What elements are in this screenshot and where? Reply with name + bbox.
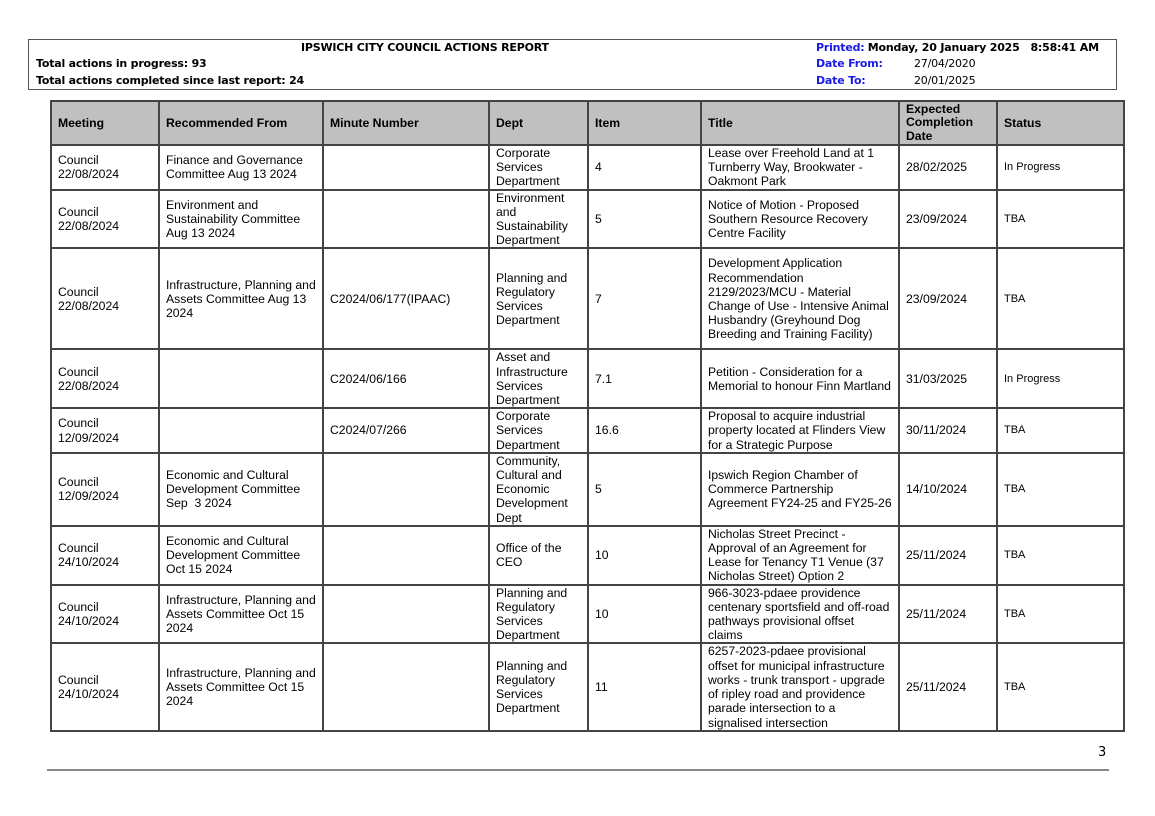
cell-meeting: Council 24/10/2024 — [51, 526, 159, 585]
cell-minute-number — [323, 643, 489, 730]
cell-recommended-from: Finance and Governance Committee Aug 13 2024 — [159, 145, 323, 190]
cell-meeting: Council 22/08/2024 — [51, 248, 159, 349]
cell-expected-date: 31/03/2025 — [899, 349, 997, 408]
cell-minute-number: C2024/06/177(IPAAC) — [323, 248, 489, 349]
printed-value: Monday, 20 January 2025 8:58:41 AM — [867, 41, 1099, 54]
cell-recommended-from: Infrastructure, Planning and Assets Committee Aug 13 2024 — [159, 248, 323, 349]
cell-meeting: Council 24/10/2024 — [51, 585, 159, 644]
table-row — [51, 643, 1124, 730]
cell-item: 7.1 — [588, 349, 701, 408]
cell-minute-number — [323, 585, 489, 644]
col-header-minute-number: Minute Number — [323, 101, 489, 145]
actions-in-progress: Total actions in progress: 93 — [36, 57, 207, 70]
status-cell: In Progress — [997, 145, 1124, 190]
cell-minute-number — [323, 190, 489, 249]
cell-meeting: Council 22/08/2024 — [51, 190, 159, 249]
cell-dept: Office of the CEO — [489, 526, 588, 585]
table-row — [51, 190, 1124, 249]
cell-expected-date: 25/11/2024 — [899, 526, 997, 585]
cell-expected-date: 28/02/2025 — [899, 145, 997, 190]
status-cell: In Progress — [997, 349, 1124, 408]
cell-title: 6257-2023-pdaee provisional offset for municipal infrastructure works - trunk transport - upgrade of ripley road and providence parade intersection to a signalised intersection — [701, 643, 899, 730]
cell-item: 10 — [588, 526, 701, 585]
col-header-expected-completion-date: Expected Completion Date — [899, 101, 997, 145]
cell-title: Petition - Consideration for a Memorial to honour Finn Martland — [701, 349, 899, 408]
table-row — [51, 453, 1124, 526]
cell-recommended-from — [159, 408, 323, 453]
cell-recommended-from: Infrastructure, Planning and Assets Committee Oct 15 2024 — [159, 585, 323, 644]
date-to-value: 20/01/2025 — [914, 74, 976, 87]
cell-expected-date: 23/09/2024 — [899, 248, 997, 349]
cell-item: 5 — [588, 453, 701, 526]
printed-label: Printed: — [816, 41, 865, 54]
col-header-recommended-from: Recommended From — [159, 101, 323, 145]
status-cell: TBA — [997, 190, 1124, 249]
cell-item: 10 — [588, 585, 701, 644]
cell-title: 966-3023-pdaee providence centenary sportsfield and off-road pathways provisional offset claims — [701, 585, 899, 644]
cell-minute-number — [323, 145, 489, 190]
page-number: 3 — [1098, 745, 1107, 760]
cell-expected-date: 25/11/2024 — [899, 585, 997, 644]
cell-item: 16.6 — [588, 408, 701, 453]
cell-title: Proposal to acquire industrial property located at Flinders View for a Strategic Purpose — [701, 408, 899, 453]
cell-dept: Corporate Services Department — [489, 408, 588, 453]
status-cell: TBA — [997, 248, 1124, 349]
table-row — [51, 408, 1124, 453]
cell-minute-number: C2024/06/166 — [323, 349, 489, 408]
cell-dept: Corporate Services Department — [489, 145, 588, 190]
cell-expected-date: 14/10/2024 — [899, 453, 997, 526]
cell-dept: Community, Cultural and Economic Development Dept — [489, 453, 588, 526]
cell-title: Nicholas Street Precinct - Approval of an Agreement for Lease for Tenancy T1 Venue (37 Nicholas Street) Option 2 — [701, 526, 899, 585]
cell-recommended-from — [159, 349, 323, 408]
cell-item: 4 — [588, 145, 701, 190]
cell-dept: Planning and Regulatory Services Department — [489, 248, 588, 349]
cell-title: Development Application Recommendation 2129/2023/MCU - Material Change of Use - Intensive Animal Husbandry (Greyhound Dog Breeding and Training Facility) — [701, 248, 899, 349]
cell-item: 5 — [588, 190, 701, 249]
table-row — [51, 248, 1124, 349]
status-cell: TBA — [997, 643, 1124, 730]
col-header-title: Title — [701, 101, 899, 145]
date-from-label: Date From: — [816, 57, 883, 70]
cell-expected-date: 30/11/2024 — [899, 408, 997, 453]
status-cell: TBA — [997, 585, 1124, 644]
printed-row — [816, 41, 1099, 54]
status-cell: TBA — [997, 408, 1124, 453]
cell-meeting: Council 22/08/2024 — [51, 145, 159, 190]
cell-item: 7 — [588, 248, 701, 349]
actions-table — [50, 100, 1125, 732]
cell-title: Ipswich Region Chamber of Commerce Partnership Agreement FY24-25 and FY25-26 — [701, 453, 899, 526]
cell-minute-number — [323, 526, 489, 585]
cell-recommended-from: Infrastructure, Planning and Assets Committee Oct 15 2024 — [159, 643, 323, 730]
cell-recommended-from: Economic and Cultural Development Committee Sep 3 2024 — [159, 453, 323, 526]
cell-dept: Planning and Regulatory Services Department — [489, 643, 588, 730]
cell-dept: Planning and Regulatory Services Department — [489, 585, 588, 644]
cell-title: Lease over Freehold Land at 1 Turnberry Way, Brookwater - Oakmont Park — [701, 145, 899, 190]
status-cell: TBA — [997, 453, 1124, 526]
date-to-row — [816, 74, 976, 87]
cell-minute-number: C2024/07/266 — [323, 408, 489, 453]
cell-title: Notice of Motion - Proposed Southern Resource Recovery Centre Facility — [701, 190, 899, 249]
col-header-dept: Dept — [489, 101, 588, 145]
table-row — [51, 585, 1124, 644]
date-from-value: 27/04/2020 — [914, 57, 976, 70]
cell-dept: Environment and Sustainability Department — [489, 190, 588, 249]
cell-expected-date: 23/09/2024 — [899, 190, 997, 249]
cell-meeting: Council 22/08/2024 — [51, 349, 159, 408]
actions-completed: Total actions completed since last report: 24 — [36, 74, 305, 87]
cell-recommended-from: Economic and Cultural Development Committee Oct 15 2024 — [159, 526, 323, 585]
date-to-label: Date To: — [816, 74, 866, 87]
col-header-status: Status — [997, 101, 1124, 145]
cell-meeting: Council 24/10/2024 — [51, 643, 159, 730]
table-header-row — [51, 101, 1124, 145]
cell-meeting: Council 12/09/2024 — [51, 408, 159, 453]
cell-dept: Asset and Infrastructure Services Department — [489, 349, 588, 408]
report-title: IPSWICH CITY COUNCIL ACTIONS REPORT — [301, 41, 549, 54]
col-header-meeting: Meeting — [51, 101, 159, 145]
table-row — [51, 349, 1124, 408]
cell-minute-number — [323, 453, 489, 526]
table-row — [51, 526, 1124, 585]
cell-recommended-from: Environment and Sustainability Committee Aug 13 2024 — [159, 190, 323, 249]
cell-meeting: Council 12/09/2024 — [51, 453, 159, 526]
col-header-item: Item — [588, 101, 701, 145]
cell-item: 11 — [588, 643, 701, 730]
table-row — [51, 145, 1124, 190]
date-from-row — [816, 57, 976, 70]
footer-divider — [47, 769, 1109, 771]
status-cell: TBA — [997, 526, 1124, 585]
cell-expected-date: 25/11/2024 — [899, 643, 997, 730]
report-header — [28, 39, 1117, 90]
